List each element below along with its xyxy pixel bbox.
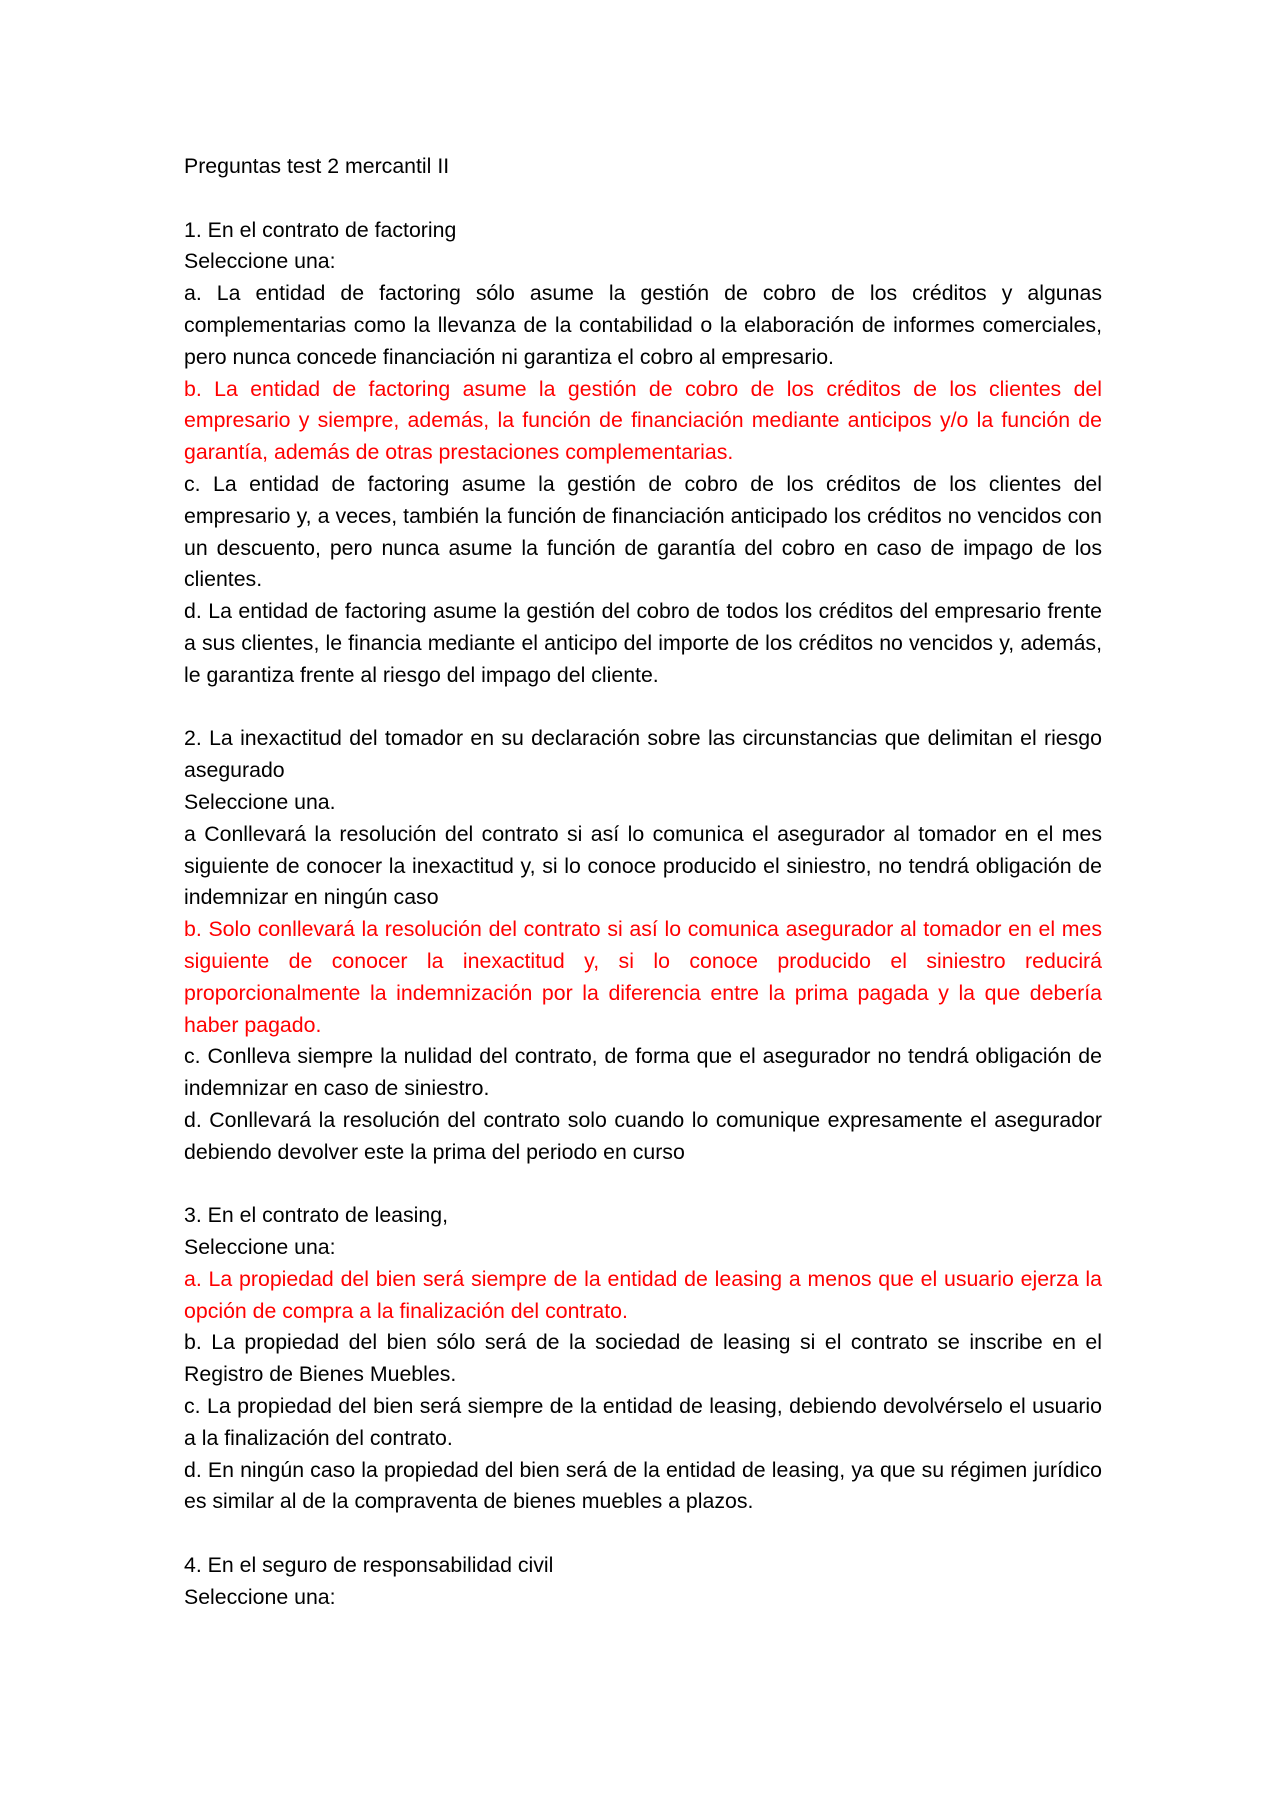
option-b-correct-answer: b. Solo conllevará la resolución del contrato si así lo comunica asegurador al tomador en el mes siguiente de conocer la inexactitud y, si lo conoce producido el siniestro reducirá proporcionalmente la indemnización por la diferencia entre la prima pagada y la que debería haber pagado.: [184, 917, 1102, 1037]
question-3: [184, 1200, 1102, 1518]
spacer: [184, 183, 1102, 215]
option-d: d. La entidad de factoring asume la gestión del cobro de todos los créditos del empresario frente a sus clientes, le financia mediante el anticipo del importe de los créditos no vencidos y, además, le garantiza frente al riesgo del impago del cliente.: [184, 599, 1102, 687]
option-a-correct-answer: a. La propiedad del bien será siempre de la entidad de leasing a menos que el usuario ejerza la opción de compra a la finalización del contrato.: [184, 1266, 1102, 1323]
question-text: 2. La inexactitud del tomador en su declaración sobre las circunstancias que delimitan el riesgo asegurado: [184, 726, 1102, 783]
question-1: [184, 215, 1102, 692]
spacer: [184, 1518, 1102, 1550]
question-text: 1. En el contrato de factoring: [184, 217, 457, 242]
option-c: c. La propiedad del bien será siempre de la entidad de leasing, debiendo devolvérselo el usuario a la finalización del contrato.: [184, 1394, 1102, 1450]
option-b-correct-answer: b. La entidad de factoring asume la gestión de cobro de los créditos de los clientes del empresario y siempre, además, la función de financiación mediante anticipos y/o la función de garantía, además de otras prestaciones complementarias.: [184, 376, 1102, 465]
option-c: c. Conlleva siempre la nulidad del contrato, de forma que el asegurador no tendrá obligación de indemnizar en caso de siniestro.: [184, 1044, 1102, 1101]
option-d: d. En ningún caso la propiedad del bien será de la entidad de leasing, ya que su régimen jurídico es similar al de la compraventa de bienes muebles a plazos.: [184, 1457, 1102, 1514]
question-prompt: Seleccione una:: [184, 1584, 336, 1609]
spacer: [184, 692, 1102, 724]
option-a: a Conllevará la resolución del contrato si así lo comunica el asegurador al tomador en el mes siguiente de conocer la inexactitud y, si lo conoce producido el siniestro, no tendrá obligación de indemnizar en ningún caso: [184, 821, 1102, 910]
spacer: [184, 1169, 1102, 1201]
question-prompt: Seleccione una.: [184, 789, 336, 814]
document-page: [184, 151, 1102, 1614]
question-4: [184, 1550, 1102, 1614]
question-text: 3. En el contrato de leasing,: [184, 1203, 449, 1228]
option-c: c. La entidad de factoring asume la gestión de cobro de los créditos de los clientes del empresario y, a veces, también la función de financiación anticipado los créditos no vencidos con un descuento, pero nunca asume la función de garantía del cobro en caso de impago de los clientes.: [184, 471, 1102, 592]
question-prompt: Seleccione una:: [184, 249, 336, 274]
option-d: d. Conllevará la resolución del contrato solo cuando lo comunique expresamente el asegurador debiendo devolver este la prima del periodo en curso: [184, 1107, 1102, 1164]
option-a: a. La entidad de factoring sólo asume la gestión de cobro de los créditos y algunas complementarias como la llevanza de la contabilidad o la elaboración de informes comerciales, pero nunca concede financiación ni garantiza el cobro al empresario.: [184, 281, 1102, 369]
option-b: b. La propiedad del bien sólo será de la sociedad de leasing si el contrato se inscribe en el Registro de Bienes Muebles.: [184, 1330, 1102, 1387]
question-text: 4. En el seguro de responsabilidad civil: [184, 1553, 554, 1578]
question-2: [184, 723, 1102, 1168]
question-prompt: Seleccione una:: [184, 1235, 336, 1260]
document-title: Preguntas test 2 mercantil II: [184, 154, 450, 178]
